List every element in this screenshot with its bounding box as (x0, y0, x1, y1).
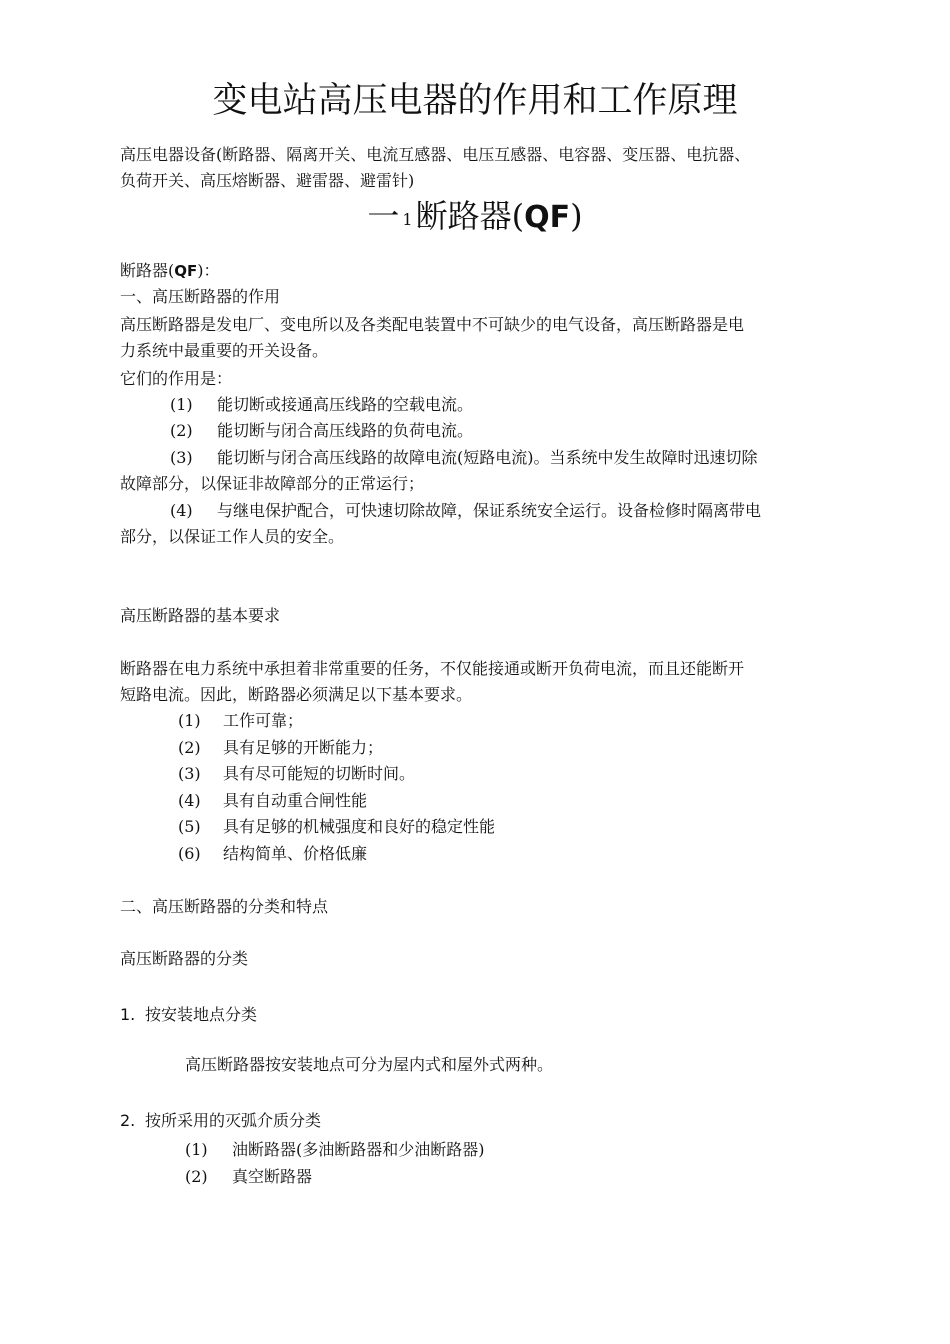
list-item-number: (4) (178, 791, 201, 810)
qf-label-code: QF (174, 262, 198, 280)
numbered-heading-number: 2. (120, 1111, 136, 1130)
req-para-line-1: 断路器在电力系统中承担着非常重要的任务，不仅能接通或断开负荷电流，而且还能断开 (120, 659, 745, 678)
document-title: 变电站高压电器的作用和工作原理 (212, 81, 738, 121)
qf-label (120, 258, 220, 284)
list-item-text: 能切断与闭合高压线路的负荷电流。 (217, 421, 474, 440)
list-item-number: (5) (178, 817, 201, 836)
list-item-text: 能切断与闭合高压线路的故障电流(短路电流)。当系统中发生故障时迅速切除 (217, 448, 758, 467)
list-item (178, 788, 367, 814)
list-item-number: (3) (178, 764, 201, 783)
section-heading-sup: 1 (402, 210, 413, 229)
numbered-heading-text: 按安装地点分类 (145, 1005, 258, 1024)
section-heading-name: 断路器( (415, 197, 525, 235)
list-item (170, 392, 473, 418)
list-item-number: (3) (170, 448, 193, 467)
numbered-heading (120, 1002, 257, 1028)
list-item-continuation: 部分，以保证工作人员的安全。 (120, 527, 345, 546)
numbered-heading-text: 按所采用的灭弧介质分类 (145, 1111, 322, 1130)
list-item-number: (4) (170, 501, 193, 520)
list-item (185, 1137, 485, 1163)
list-item-text: 结构简单、价格低廉 (223, 844, 368, 863)
list-item-text: 油断路器(多油断路器和少油断路器) (232, 1140, 485, 1159)
qf-label-prefix: 断路器( (120, 261, 175, 280)
numbered-heading-number: 1. (120, 1005, 136, 1024)
section-heading-close: ) (570, 197, 583, 235)
section-heading-code: QF (524, 200, 571, 235)
list-item (170, 445, 758, 471)
list-item-text: 工作可靠； (223, 711, 304, 730)
list-item-number: (2) (170, 421, 193, 440)
list-item (170, 418, 473, 444)
intro-line-2: 负荷开关、高压熔断器、避雷器、避雷针) (120, 171, 415, 190)
list-item-text: 具有足够的开断能力； (223, 738, 384, 757)
list-item-number: (2) (185, 1167, 208, 1186)
list-item-number: (1) (170, 395, 193, 414)
requirements-heading: 高压断路器的基本要求 (120, 606, 281, 625)
section-heading-prefix: 一 (367, 197, 400, 235)
qf-label-suffix: )： (197, 261, 220, 280)
intro-line-1: 高压电器设备(断路器、隔离开关、电流互感器、电压互感器、电容器、变压器、电抗器、 (120, 145, 751, 164)
role-heading: 一、高压断路器的作用 (120, 287, 281, 306)
list-item (178, 841, 367, 867)
role-intro: 它们的作用是： (120, 369, 233, 388)
list-item (170, 498, 761, 524)
list-item-text: 具有尽可能短的切断时间。 (223, 764, 416, 783)
role-para-line-2: 力系统中最重要的开关设备。 (120, 341, 329, 360)
list-item (185, 1164, 312, 1190)
list-item-text: 与继电保护配合，可快速切除故障，保证系统安全运行。设备检修时隔离带电 (217, 501, 762, 520)
list-item (178, 708, 303, 734)
list-item-text: 能切断或接通高压线路的空载电流。 (217, 395, 474, 414)
section-heading (0, 190, 950, 244)
list-item-number: (6) (178, 844, 201, 863)
classification-1-desc: 高压断路器按安装地点可分为屋内式和屋外式两种。 (185, 1055, 554, 1074)
list-item (178, 761, 415, 787)
list-item-number: (1) (185, 1140, 208, 1159)
classification-heading: 二、高压断路器的分类和特点 (120, 897, 329, 916)
list-item (178, 735, 383, 761)
list-item (178, 814, 495, 840)
list-item-number: (1) (178, 711, 201, 730)
req-para-line-2: 短路电流。因此，断路器必须满足以下基本要求。 (120, 685, 473, 704)
classification-subheading: 高压断路器的分类 (120, 949, 249, 968)
list-item-text: 具有足够的机械强度和良好的稳定性能 (223, 817, 496, 836)
list-item-continuation: 故障部分，以保证非故障部分的正常运行； (120, 474, 425, 493)
numbered-heading (120, 1108, 321, 1134)
list-item-text: 具有自动重合闸性能 (223, 791, 368, 810)
list-item-text: 真空断路器 (232, 1167, 313, 1186)
list-item-number: (2) (178, 738, 201, 757)
role-para-line-1: 高压断路器是发电厂、变电所以及各类配电装置中不可缺少的电气设备，高压断路器是电 (120, 315, 745, 334)
